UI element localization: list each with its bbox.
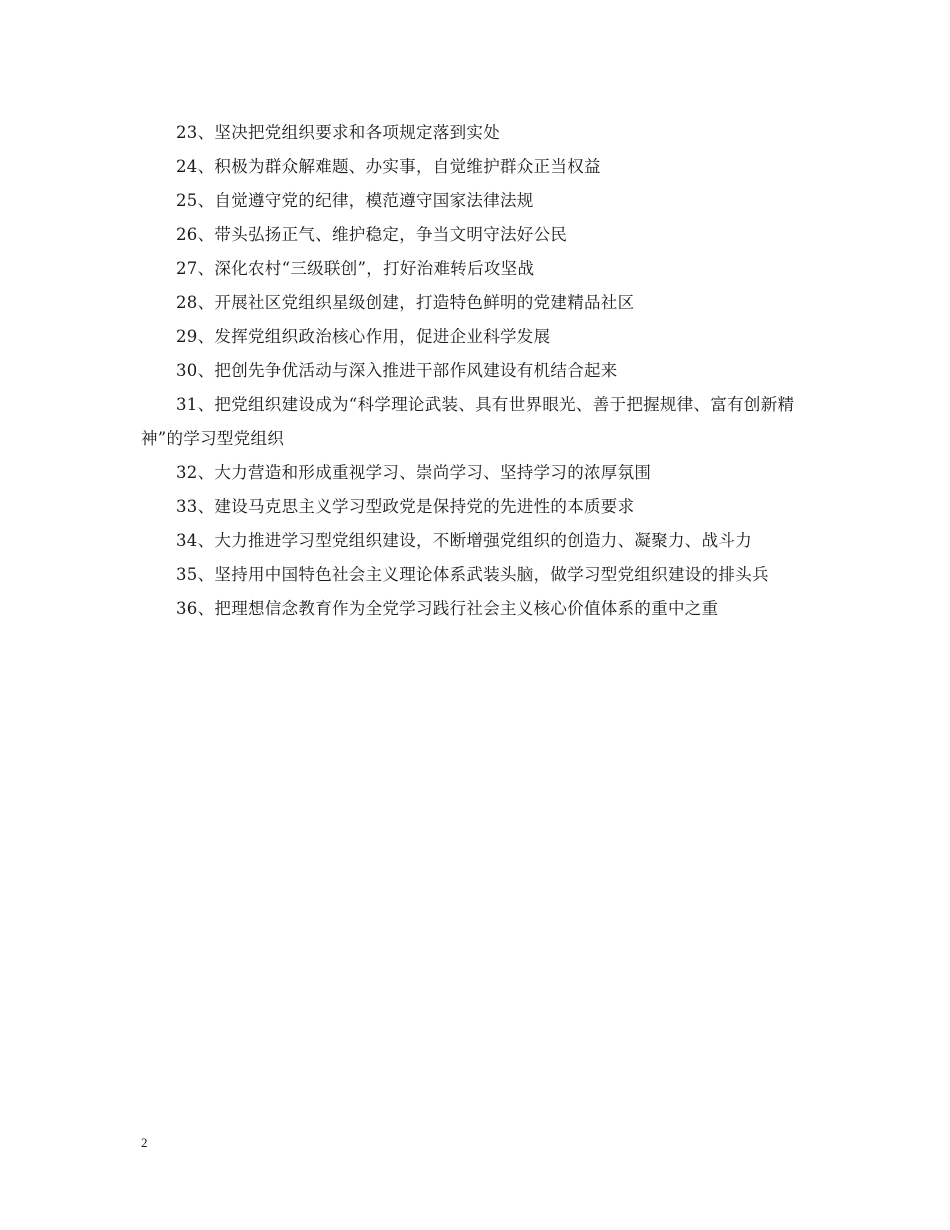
list-item: 32、大力营造和形成重视学习、崇尚学习、坚持学习的浓厚氛围: [176, 463, 652, 482]
page-number: 2: [141, 1135, 148, 1150]
list-item: 23、坚决把党组织要求和各项规定落到实处: [176, 123, 500, 142]
list-item: 33、建设马克思主义学习型政党是保持党的先进性的本质要求: [176, 497, 635, 516]
list-item: 27、深化农村“三级联创”，打好治难转后攻坚战: [176, 259, 535, 278]
list-item: 30、把创先争优活动与深入推进干部作风建设有机结合起来: [176, 361, 618, 380]
list-item: 29、发挥党组织政治核心作用，促进企业科学发展: [176, 327, 551, 346]
list-item: 24、积极为群众解难题、办实事，自觉维护群众正当权益: [176, 157, 601, 176]
list-item: 28、开展社区党组织星级创建，打造特色鲜明的党建精品社区: [176, 293, 635, 312]
list-item: 34、大力推进学习型党组织建设，不断增强党组织的创造力、凝聚力、战斗力: [176, 531, 752, 550]
list-item: 31、把党组织建设成为“科学理论武装、具有世界眼光、善于把握规律、富有创新精神”的学习型党组织: [141, 395, 795, 448]
list-item: 25、自觉遵守党的纪律，模范遵守国家法律法规: [176, 191, 534, 210]
item-list: [141, 116, 813, 626]
list-item: 26、带头弘扬正气、维护稳定，争当文明守法好公民: [176, 225, 568, 244]
list-item: 36、把理想信念教育作为全党学习践行社会主义核心价值体系的重中之重: [176, 599, 719, 618]
list-item: 35、坚持用中国特色社会主义理论体系武装头脑，做学习型党组织建设的排头兵: [176, 565, 769, 584]
